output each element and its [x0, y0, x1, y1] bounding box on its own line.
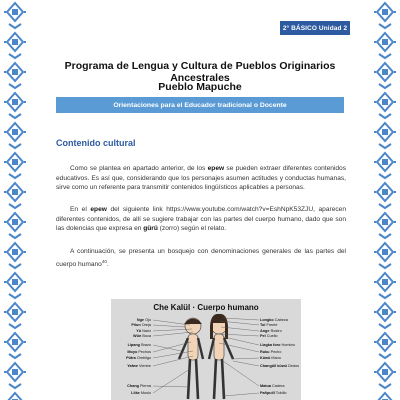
label-right-3: Ange Rostro [260, 329, 282, 333]
figure-title: Che Kalül · Cuerpo humano [153, 303, 259, 312]
label-left-1: Nge Ojo [136, 318, 151, 322]
paragraph-2: En el epew del siguiente link https://www.youtube.com/watch?v=EshNpK53ZJU, aparecen diferentes contenidos, de allí se sugiere trabajar con las partes del cuerpo humano, dado que son las dolencias que expresa en gürü (zorro) según el relato. [56, 206, 346, 232]
label-left-10: Liike Muslo [131, 391, 151, 395]
label-right-2: Tol Frente [260, 323, 278, 327]
label-left-9: Chang Pierna [127, 384, 151, 388]
label-right-1: Longko Cabeza [260, 318, 288, 322]
document-subtitle: Pueblo Mapuche [158, 81, 242, 93]
label-left-8: Yafwe Vientre [127, 364, 151, 368]
label-left-7: Pütra Ombligo [126, 356, 151, 360]
label-left-6: Moyo Pechos [127, 350, 151, 354]
label-left-2: Pilun Oreja [131, 323, 151, 327]
label-right-9: Matua Cadera [260, 384, 285, 388]
label-right-8: Changüll küwü Dedos [260, 364, 300, 368]
section-title: Contenido cultural [56, 138, 136, 148]
label-left-3: Yü Nariz [136, 329, 151, 333]
label-left-4: Wün Boca [133, 334, 151, 338]
label-right-4: Pel Cuello [260, 334, 278, 338]
label-right-10: Pañpuill Tobillo [260, 391, 287, 395]
label-right-6: Ruku Pecho [260, 350, 282, 354]
paragraph-1: Como se plantea en apartado anterior, de los epew se pueden extraer diferentes contenidos educativos. Es así que, considerando que los personajes asumen actitudes y conductas humanas, sirve como un referente para transmitir contenidos lingüísticos aplicables a personas. [56, 165, 347, 191]
body-parts-figure [111, 299, 301, 400]
document-title: Programa de Lengua y Cultura de Pueblos Originarios Ancestrales [64, 60, 336, 84]
label-right-7: Küwü Mano [260, 356, 281, 360]
label-left-5: Lipang Brazo [127, 343, 151, 347]
grade-badge: 2° BÁSICO Unidad 2 [280, 21, 350, 35]
decorative-border-right [370, 0, 400, 400]
decorative-border-left [0, 0, 30, 400]
guidance-banner: Orientaciones para el Educador tradicional o Docente [56, 97, 344, 113]
label-right-5: Llagka foro Hombro [260, 343, 296, 347]
paragraph-3: A continuación, se presenta un bosquejo con denominaciones generales de las partes del cuerpo humano$^{40}$. [56, 248, 346, 268]
